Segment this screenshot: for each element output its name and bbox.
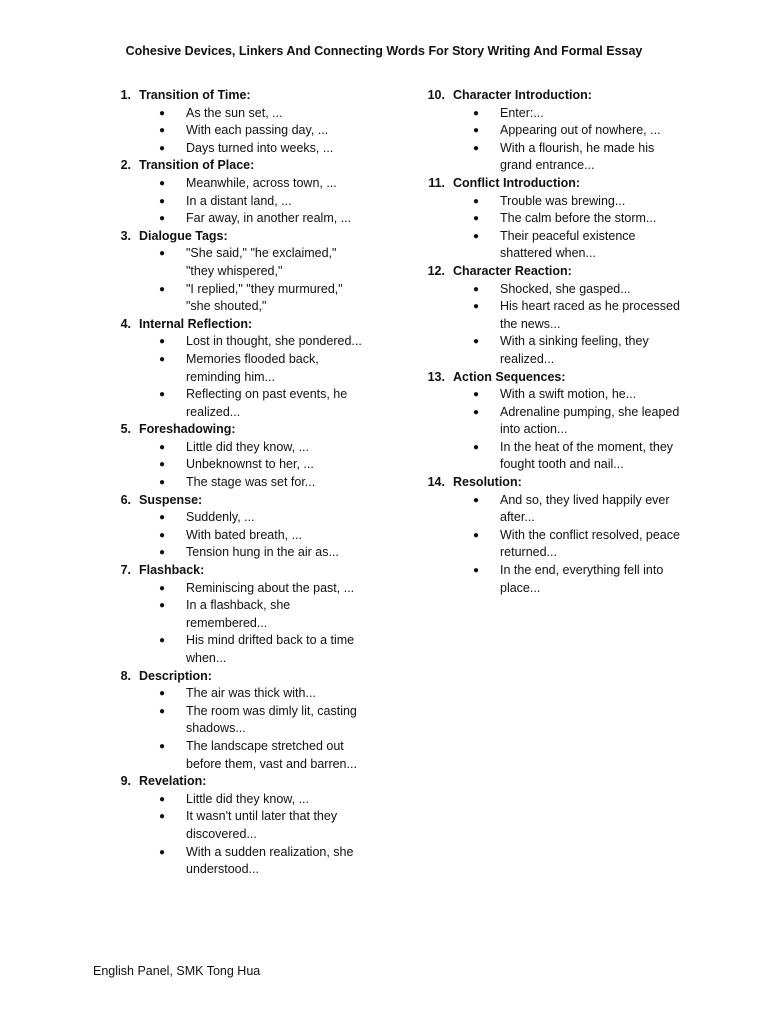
bullet-list: [108, 685, 408, 773]
section-number: 11.: [428, 175, 445, 190]
section-number: 5.: [120, 422, 131, 437]
section-number: 3.: [120, 228, 131, 243]
list-item-text: Far away, in another realm, ...: [186, 211, 352, 226]
bullet-icon: ●: [473, 565, 480, 577]
section: [422, 369, 712, 475]
list-item: [108, 456, 408, 474]
list-item-text: Trouble was brewing...: [500, 193, 626, 208]
list-item-text: The room was dimly lit, casting shadows...: [186, 703, 357, 736]
list-item: [422, 140, 712, 175]
bullet-icon: ●: [159, 389, 166, 401]
list-item: [108, 791, 408, 809]
list-item: [108, 386, 408, 421]
list-item-text: Their peaceful existence shattered when...: [500, 228, 636, 261]
list-item-text: The landscape stretched out before them, vast and barren...: [186, 738, 357, 771]
list-item-text: Shocked, she gasped...: [500, 281, 631, 296]
list-item: [108, 210, 408, 228]
list-item-text: With a sinking feeling, they realized...: [500, 334, 649, 366]
bullet-icon: ●: [473, 283, 480, 295]
bullet-icon: ●: [159, 529, 166, 541]
bullet-icon: ●: [159, 195, 166, 207]
bullet-icon: ●: [159, 635, 166, 647]
list-item-text: As the sun set, ...: [186, 105, 283, 120]
list-item-text: Reminiscing about the past, ...: [186, 580, 355, 595]
list-item: [108, 140, 408, 158]
section-title: Conflict Introduction:: [453, 175, 581, 190]
section-number: 6.: [120, 492, 131, 507]
bullet-list: [108, 333, 408, 421]
list-item: [422, 193, 712, 211]
section-title: Character Introduction:: [453, 88, 592, 102]
list-item: [108, 105, 408, 123]
bullet-icon: ●: [159, 459, 166, 471]
list-item: [108, 580, 408, 598]
list-item: [108, 544, 408, 562]
section-number: 13.: [427, 369, 445, 384]
list-item-text: The stage was set for...: [186, 475, 316, 490]
bullet-list: [108, 509, 408, 562]
list-item-text: Unbeknownst to her, ...: [186, 457, 314, 472]
bullet-icon: ●: [473, 230, 480, 242]
list-item-text: Little did they know, ...: [186, 791, 309, 806]
bullet-icon: ●: [473, 494, 480, 506]
section-number: 2.: [120, 158, 131, 173]
list-item: [108, 333, 408, 351]
section-heading: [422, 87, 712, 105]
list-item: [108, 245, 408, 280]
bullet-icon: ●: [159, 705, 166, 717]
section: [108, 421, 408, 491]
section: [108, 157, 408, 227]
list-item: [108, 193, 408, 211]
bullet-icon: ●: [473, 107, 480, 119]
section: [422, 175, 712, 263]
bullet-icon: ●: [159, 213, 166, 225]
bullet-list: [108, 791, 408, 879]
bullet-icon: ●: [473, 213, 480, 225]
bullet-list: [108, 580, 408, 668]
section-title: Revelation:: [139, 774, 207, 789]
list-item-text: The air was thick with...: [186, 686, 316, 701]
list-item: [108, 439, 408, 457]
list-item: [108, 351, 408, 386]
bullet-icon: ●: [473, 336, 480, 348]
section-title: Dialogue Tags:: [139, 228, 228, 243]
bullet-icon: ●: [159, 477, 166, 489]
section-number: 12.: [427, 263, 445, 278]
list-item-text: "I replied," "they murmured," "she shouted,": [186, 281, 343, 314]
list-item-text: Meanwhile, across town, ...: [186, 175, 337, 190]
bullet-icon: ●: [159, 600, 166, 612]
bullet-list: [422, 492, 712, 598]
list-item: [108, 527, 408, 545]
list-item: [108, 738, 408, 773]
section-heading: [108, 87, 408, 105]
section: [108, 668, 408, 774]
list-item: [422, 122, 712, 140]
list-item: [422, 281, 712, 299]
list-item: [422, 562, 712, 597]
list-item: [108, 685, 408, 703]
bullet-list: [422, 386, 712, 474]
list-item: [108, 597, 408, 632]
bullet-icon: ●: [159, 547, 166, 559]
list-item: [108, 122, 408, 140]
section-heading: [108, 316, 408, 334]
list-item: [422, 298, 712, 333]
bullet-list: [108, 245, 408, 315]
section-heading: [422, 369, 712, 387]
bullet-icon: ●: [159, 688, 166, 700]
list-item: [422, 386, 712, 404]
section-heading: [108, 421, 408, 439]
list-item-text: It wasn't until later that they discovered...: [186, 809, 338, 841]
left-column: [108, 87, 408, 879]
list-item-text: His mind drifted back to a time when...: [186, 633, 355, 665]
section: [422, 474, 712, 597]
bullet-list: [422, 281, 712, 369]
bullet-icon: ●: [159, 248, 166, 260]
list-item-text: Lost in thought, she pondered...: [186, 334, 362, 349]
bullet-list: [108, 105, 408, 158]
bullet-icon: ●: [159, 125, 166, 137]
list-item-text: With a flourish, he made his grand entrance...: [500, 140, 655, 173]
list-item-text: The calm before the storm...: [500, 211, 657, 226]
section-heading: [422, 175, 712, 193]
section: [422, 263, 712, 369]
section: [108, 228, 408, 316]
bullet-list: [422, 193, 712, 263]
list-item: [108, 844, 408, 879]
list-item-text: With the conflict resolved, peace returned...: [500, 527, 680, 560]
list-item: [108, 632, 408, 667]
bullet-list: [108, 175, 408, 228]
section: [108, 562, 408, 668]
page-footer: English Panel, SMK Tong Hua: [93, 964, 261, 978]
list-item-text: Suddenly, ...: [186, 510, 255, 525]
section: [108, 773, 408, 879]
bullet-icon: ●: [473, 142, 480, 154]
section: [422, 87, 712, 175]
section: [108, 316, 408, 422]
section-title: Action Sequences:: [453, 369, 566, 384]
section-number: 14.: [427, 475, 445, 490]
section-heading: [108, 157, 408, 175]
bullet-icon: ●: [159, 353, 166, 365]
bullet-icon: ●: [473, 389, 480, 401]
bullet-icon: ●: [159, 142, 166, 154]
bullet-icon: ●: [159, 793, 166, 805]
list-item-text: With a sudden realization, she understood...: [186, 844, 354, 877]
section-number: 4.: [120, 316, 131, 331]
list-item-text: Appearing out of nowhere, ...: [500, 123, 661, 138]
bullet-icon: ●: [473, 406, 480, 418]
list-item: [422, 527, 712, 562]
list-item: [108, 808, 408, 843]
list-item: [422, 210, 712, 228]
list-item-text: With a swift motion, he...: [500, 387, 637, 402]
section-title: Resolution:: [453, 475, 522, 490]
list-item-text: Enter:...: [500, 105, 544, 120]
section-title: Character Reaction:: [453, 263, 572, 278]
list-item-text: In the end, everything fell into place...: [500, 563, 664, 595]
section-number: 9.: [120, 774, 131, 789]
list-item-text: Days turned into weeks, ...: [186, 140, 334, 155]
bullet-icon: ●: [159, 811, 166, 823]
list-item: [108, 281, 408, 316]
section-title: Description:: [139, 668, 212, 683]
list-item-text: In the heat of the moment, they fought tooth and nail...: [500, 439, 674, 472]
bullet-icon: ●: [159, 336, 166, 348]
section-number: 1.: [120, 88, 131, 102]
section-title: Foreshadowing:: [139, 422, 236, 437]
section-heading: [108, 492, 408, 510]
section-number: 10.: [427, 88, 445, 102]
section-number: 7.: [120, 563, 131, 578]
bullet-list: [108, 439, 408, 492]
bullet-icon: ●: [473, 301, 480, 313]
bullet-list: [422, 105, 712, 175]
bullet-icon: ●: [159, 283, 166, 295]
section-title: Transition of Place:: [139, 158, 255, 173]
right-column: [422, 87, 712, 597]
bullet-icon: ●: [159, 582, 166, 594]
bullet-icon: ●: [473, 195, 480, 207]
list-item-text: And so, they lived happily ever after...: [500, 492, 670, 525]
list-item: [422, 404, 712, 439]
section-title: Internal Reflection:: [139, 316, 253, 331]
list-item-text: "She said," "he exclaimed," "they whispered,": [186, 246, 337, 278]
section-heading: [108, 668, 408, 686]
list-item-text: In a distant land, ...: [186, 193, 292, 208]
bullet-icon: ●: [159, 740, 166, 752]
bullet-icon: ●: [159, 441, 166, 453]
section-heading: [108, 773, 408, 791]
section: [108, 492, 408, 562]
bullet-icon: ●: [473, 441, 480, 453]
list-item-text: His heart raced as he processed the news...: [500, 299, 680, 331]
bullet-icon: ●: [159, 177, 166, 189]
section-heading: [422, 474, 712, 492]
list-item: [108, 509, 408, 527]
section: [108, 87, 408, 157]
bullet-icon: ●: [159, 846, 166, 858]
section-heading: [108, 562, 408, 580]
list-item-text: With each passing day, ...: [186, 123, 329, 138]
bullet-icon: ●: [159, 107, 166, 119]
list-item: [108, 175, 408, 193]
list-item: [108, 474, 408, 492]
section-title: Suspense:: [139, 492, 203, 507]
list-item: [108, 703, 408, 738]
section-title: Flashback:: [139, 563, 205, 578]
section-heading: [108, 228, 408, 246]
page-title: Cohesive Devices, Linkers And Connecting Words For Story Writing And Formal Essay: [125, 44, 643, 58]
bullet-icon: ●: [159, 512, 166, 524]
section-number: 8.: [120, 668, 131, 683]
list-item: [422, 105, 712, 123]
section-heading: [422, 263, 712, 281]
list-item-text: Reflecting on past events, he realized...: [186, 387, 348, 419]
list-item-text: Adrenaline pumping, she leaped into action...: [500, 404, 680, 437]
list-item-text: Memories flooded back, reminding him...: [186, 351, 319, 384]
list-item-text: Tension hung in the air as...: [186, 545, 339, 560]
list-item-text: In a flashback, she remembered...: [186, 598, 291, 630]
list-item: [422, 333, 712, 368]
list-item: [422, 492, 712, 527]
section-title: Transition of Time:: [139, 88, 251, 102]
bullet-icon: ●: [473, 529, 480, 541]
bullet-icon: ●: [473, 125, 480, 137]
list-item-text: With bated breath, ...: [186, 527, 303, 542]
list-item: [422, 439, 712, 474]
list-item-text: Little did they know, ...: [186, 439, 309, 454]
list-item: [422, 228, 712, 263]
